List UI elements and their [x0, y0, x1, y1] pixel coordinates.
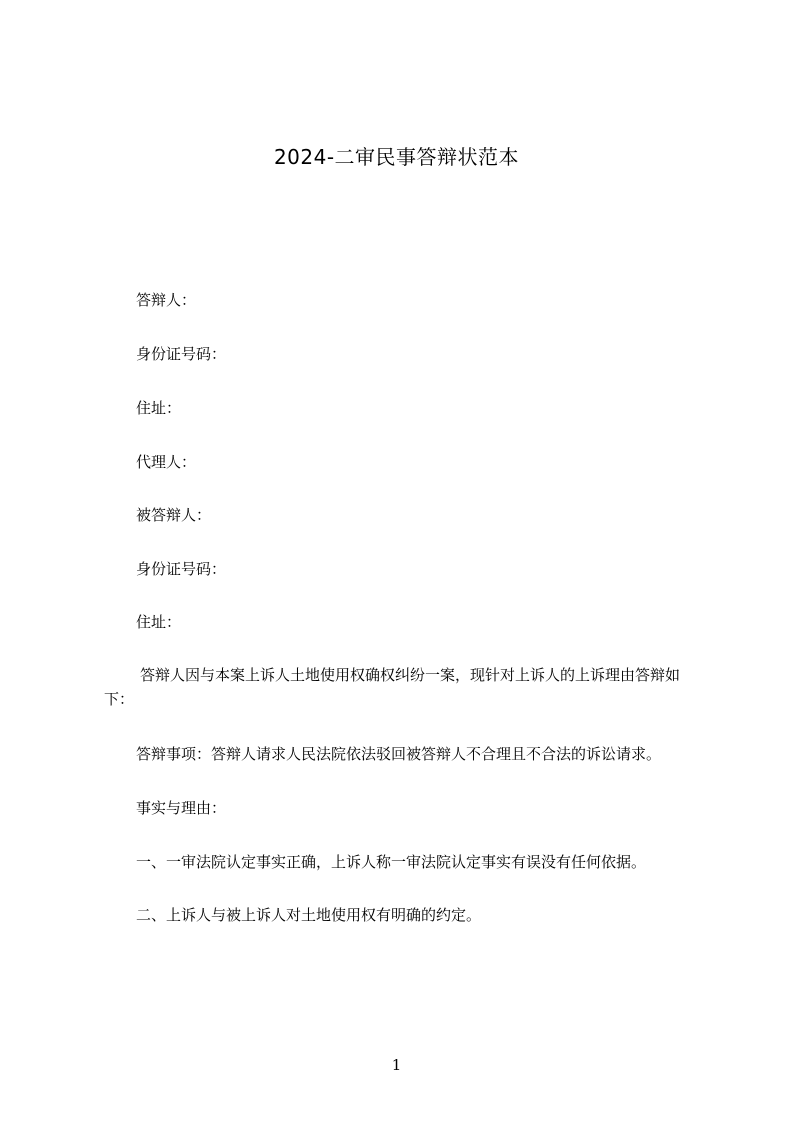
appellant-address-label: 住址：: [136, 613, 182, 631]
appellant-label: 被答辩人：: [136, 506, 212, 524]
intro-paragraph: 答辩人因与本案上诉人土地使用权确权纠纷一案，现针对上诉人的上诉理由答辩如下：: [104, 666, 681, 708]
document-title: 2024-二审民事答辩状范本: [273, 145, 520, 169]
reason-point-1: 一、一审法院认定事实正确，上诉人称一审法院认定事实有误没有任何依据。: [136, 853, 647, 871]
respondent-label: 答辩人：: [136, 291, 197, 309]
page-number: 1: [391, 1056, 402, 1074]
agent-label: 代理人：: [136, 453, 197, 471]
respondent-address-label: 住址：: [136, 399, 182, 417]
facts-heading: 事实与理由：: [136, 799, 227, 817]
reason-point-2: 二、上诉人与被上诉人对土地使用权有明确的约定。: [136, 906, 482, 924]
appellant-id-label: 身份证号码：: [136, 560, 227, 578]
claim-paragraph: 答辩事项：答辩人请求人民法院依法驳回被答辩人不合理且不合法的诉讼请求。: [136, 745, 662, 763]
respondent-id-label: 身份证号码：: [136, 345, 227, 363]
